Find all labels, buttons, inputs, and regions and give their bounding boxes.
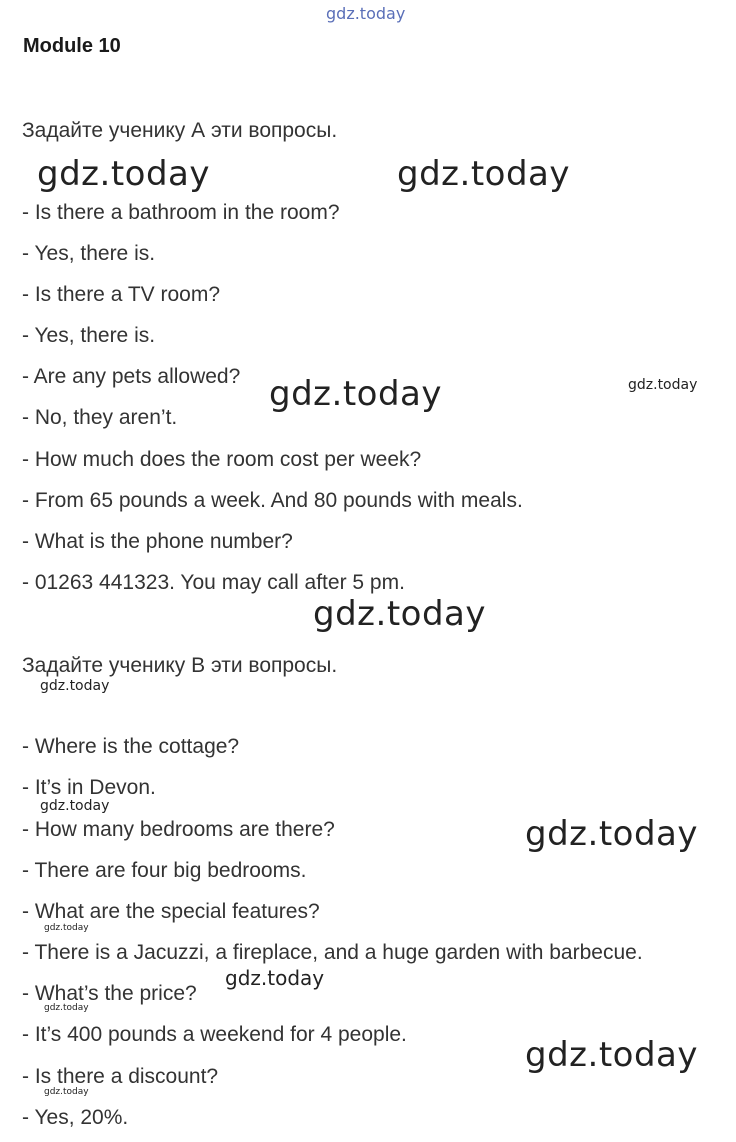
dialogue-line: - What is the phone number? (22, 530, 293, 553)
dialogue-line: - From 65 pounds a week. And 80 pounds with meals. (22, 489, 523, 512)
dialogue-line: - Is there a bathroom in the room? (22, 201, 340, 224)
dialogue-line: - 01263 441323. You may call after 5 pm. (22, 571, 405, 594)
dialogue-line: - There is a Jacuzzi, a fireplace, and a huge garden with barbecue. (22, 941, 643, 964)
watermark: gdz.today (397, 154, 570, 194)
dialogue-line: - Is there a discount? (22, 1065, 219, 1088)
watermark: gdz.today (44, 923, 89, 933)
module-title: Module 10 (23, 35, 121, 57)
section-b-heading: Задайте ученику В эти вопросы. (22, 654, 338, 677)
watermark: gdz.today (225, 966, 325, 990)
watermark: gdz.today (40, 798, 110, 814)
dialogue-line: - Yes, 20%. (22, 1106, 129, 1129)
watermark: gdz.today (269, 374, 442, 414)
watermark: gdz.today (37, 154, 210, 194)
watermark-top: gdz.today (326, 4, 406, 23)
watermark: gdz.today (628, 377, 698, 393)
dialogue-line: - Where is the cottage? (22, 735, 240, 758)
watermark: gdz.today (525, 1035, 698, 1075)
watermark: gdz.today (44, 1087, 89, 1097)
dialogue-line: - How much does the room cost per week? (22, 448, 422, 471)
watermark: gdz.today (525, 814, 698, 854)
watermark: gdz.today (44, 1003, 89, 1013)
section-a-heading: Задайте ученику А эти вопросы. (22, 119, 338, 142)
dialogue-line: - How many bedrooms are there? (22, 818, 335, 841)
dialogue-line: - It’s in Devon. (22, 776, 156, 799)
dialogue-line: - There are four big bedrooms. (22, 859, 307, 882)
watermark: gdz.today (313, 594, 486, 634)
dialogue-line: - No, they aren’t. (22, 406, 178, 429)
dialogue-line: - What’s the price? (22, 982, 197, 1005)
dialogue-line: - Is there a TV room? (22, 283, 221, 306)
dialogue-line: - Yes, there is. (22, 324, 156, 347)
dialogue-line: - Are any pets allowed? (22, 365, 241, 388)
dialogue-line: - It’s 400 pounds a weekend for 4 people. (22, 1023, 407, 1046)
watermark: gdz.today (40, 678, 110, 694)
dialogue-line: - What are the special features? (22, 900, 320, 923)
dialogue-line: - Yes, there is. (22, 242, 156, 265)
